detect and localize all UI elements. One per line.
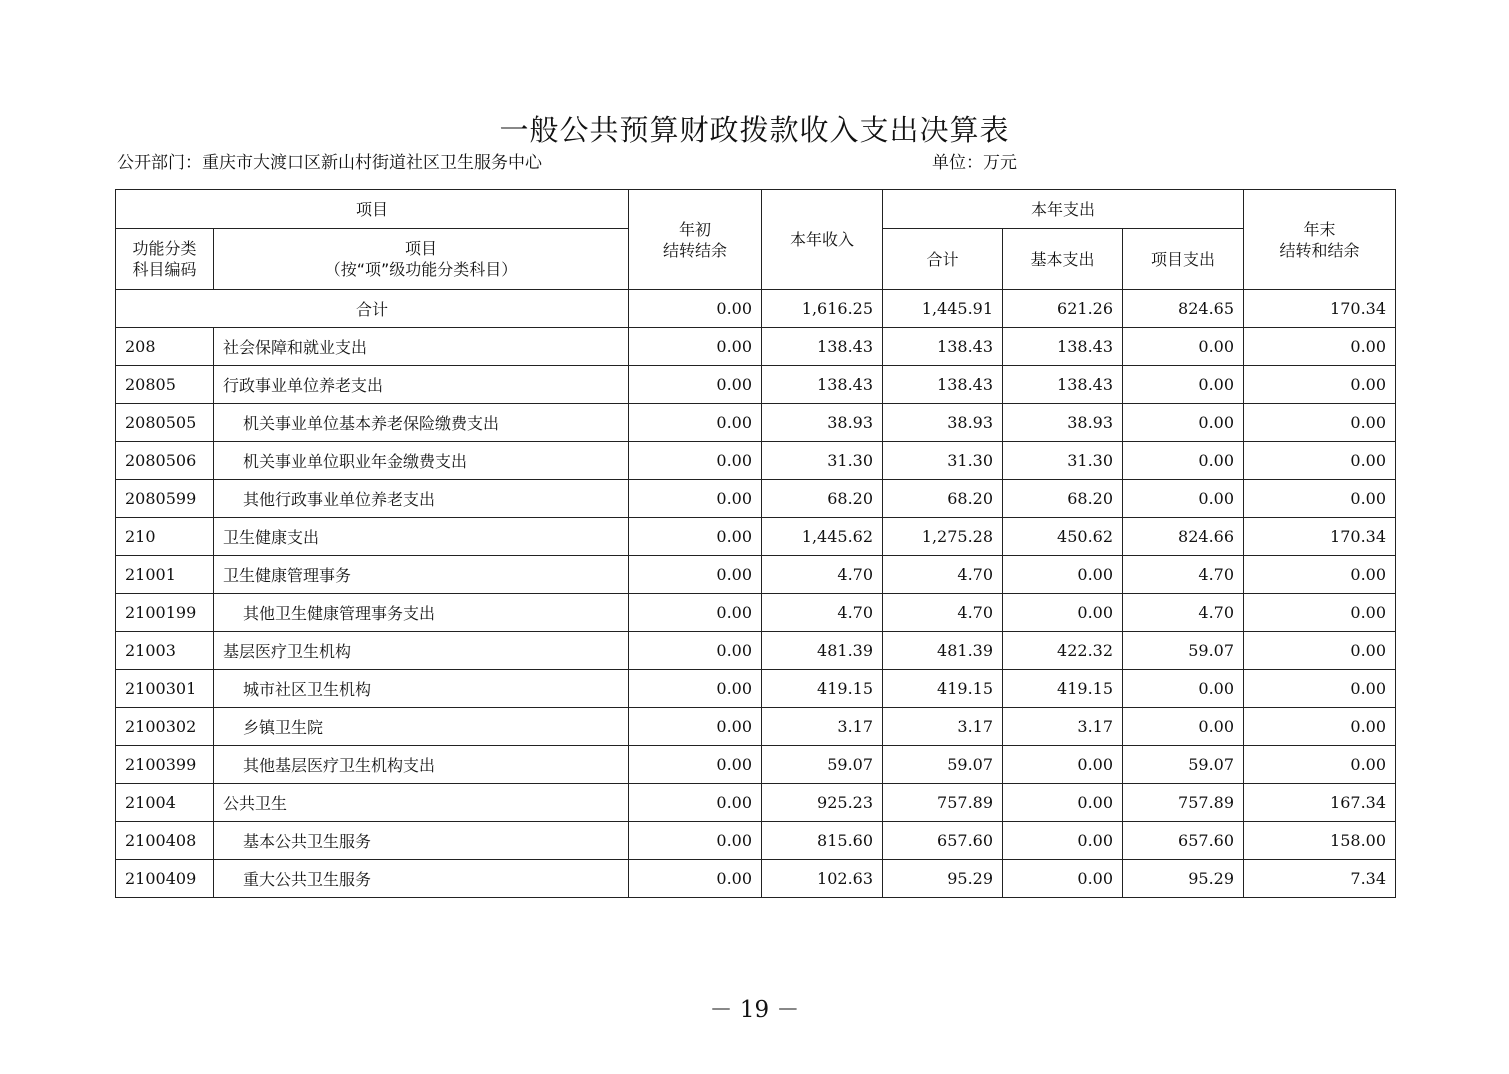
row-code: 20805 [116, 366, 214, 404]
total-beginning: 0.00 [629, 290, 762, 328]
row-beginning: 0.00 [629, 822, 762, 860]
table-row [116, 328, 1396, 366]
header-project: 项目 [116, 190, 629, 229]
table-row [116, 860, 1396, 898]
header-ending-balance: 年末 结转和结余 [1244, 190, 1396, 290]
row-ending: 0.00 [1244, 708, 1396, 746]
row-ending: 0.00 [1244, 594, 1396, 632]
row-exp-basic: 422.32 [1003, 632, 1123, 670]
row-income: 138.43 [762, 366, 883, 404]
row-name: 卫生健康支出 [214, 518, 629, 556]
row-exp-project: 95.29 [1123, 860, 1244, 898]
row-beginning: 0.00 [629, 670, 762, 708]
row-code: 21001 [116, 556, 214, 594]
row-exp-project: 0.00 [1123, 442, 1244, 480]
row-name: 机关事业单位基本养老保险缴费支出 [214, 404, 629, 442]
row-income: 4.70 [762, 556, 883, 594]
row-code: 208 [116, 328, 214, 366]
header-current-income: 本年收入 [762, 190, 883, 290]
row-income: 138.43 [762, 328, 883, 366]
row-exp-project: 0.00 [1123, 670, 1244, 708]
row-beginning: 0.00 [629, 480, 762, 518]
row-name: 其他行政事业单位养老支出 [214, 480, 629, 518]
row-beginning: 0.00 [629, 632, 762, 670]
table-row [116, 632, 1396, 670]
row-name: 基层医疗卫生机构 [214, 632, 629, 670]
header-row-1 [116, 190, 1396, 229]
row-income: 925.23 [762, 784, 883, 822]
row-ending: 170.34 [1244, 518, 1396, 556]
row-exp-project: 824.66 [1123, 518, 1244, 556]
row-exp-project: 0.00 [1123, 404, 1244, 442]
row-beginning: 0.00 [629, 556, 762, 594]
row-code: 21004 [116, 784, 214, 822]
row-name: 乡镇卫生院 [214, 708, 629, 746]
table-row [116, 784, 1396, 822]
table-row [116, 480, 1396, 518]
row-code: 21003 [116, 632, 214, 670]
table-row [116, 822, 1396, 860]
row-income: 419.15 [762, 670, 883, 708]
row-ending: 0.00 [1244, 556, 1396, 594]
budget-table [115, 189, 1396, 898]
row-exp-total: 3.17 [883, 708, 1003, 746]
total-exp-project: 824.65 [1123, 290, 1244, 328]
row-income: 481.39 [762, 632, 883, 670]
row-exp-basic: 38.93 [1003, 404, 1123, 442]
table-row [116, 708, 1396, 746]
row-exp-basic: 0.00 [1003, 860, 1123, 898]
row-ending: 0.00 [1244, 632, 1396, 670]
row-exp-basic: 0.00 [1003, 746, 1123, 784]
table-row [116, 594, 1396, 632]
department-label: 公开部门：重庆市大渡口区新山村街道社区卫生服务中心 [117, 153, 542, 173]
row-exp-total: 419.15 [883, 670, 1003, 708]
row-exp-total: 95.29 [883, 860, 1003, 898]
row-exp-total: 481.39 [883, 632, 1003, 670]
row-income: 59.07 [762, 746, 883, 784]
row-exp-total: 1,275.28 [883, 518, 1003, 556]
row-exp-total: 68.20 [883, 480, 1003, 518]
row-ending: 158.00 [1244, 822, 1396, 860]
row-code: 2100399 [116, 746, 214, 784]
row-exp-total: 657.60 [883, 822, 1003, 860]
row-exp-project: 657.60 [1123, 822, 1244, 860]
total-row [116, 290, 1396, 328]
row-ending: 167.34 [1244, 784, 1396, 822]
header-basic-expenditure: 基本支出 [1003, 229, 1123, 290]
row-name: 其他基层医疗卫生机构支出 [214, 746, 629, 784]
row-exp-total: 59.07 [883, 746, 1003, 784]
row-exp-total: 31.30 [883, 442, 1003, 480]
row-beginning: 0.00 [629, 404, 762, 442]
page-number: － 19 － [709, 997, 800, 1023]
row-ending: 0.00 [1244, 670, 1396, 708]
row-name: 基本公共卫生服务 [214, 822, 629, 860]
header-func-code: 功能分类 科目编码 [116, 229, 214, 290]
row-exp-basic: 138.43 [1003, 328, 1123, 366]
row-ending: 0.00 [1244, 480, 1396, 518]
row-exp-total: 38.93 [883, 404, 1003, 442]
unit-label: 单位：万元 [932, 153, 1017, 173]
row-code: 2080599 [116, 480, 214, 518]
row-name: 行政事业单位养老支出 [214, 366, 629, 404]
row-beginning: 0.00 [629, 708, 762, 746]
row-beginning: 0.00 [629, 328, 762, 366]
row-code: 2080506 [116, 442, 214, 480]
header-project-expenditure: 项目支出 [1123, 229, 1244, 290]
row-income: 3.17 [762, 708, 883, 746]
row-exp-basic: 68.20 [1003, 480, 1123, 518]
total-label: 合计 [116, 290, 629, 328]
row-exp-basic: 138.43 [1003, 366, 1123, 404]
row-exp-project: 757.89 [1123, 784, 1244, 822]
row-exp-project: 0.00 [1123, 708, 1244, 746]
row-ending: 0.00 [1244, 328, 1396, 366]
row-name: 机关事业单位职业年金缴费支出 [214, 442, 629, 480]
row-exp-basic: 419.15 [1003, 670, 1123, 708]
row-income: 38.93 [762, 404, 883, 442]
row-exp-total: 4.70 [883, 556, 1003, 594]
row-exp-basic: 0.00 [1003, 784, 1123, 822]
row-beginning: 0.00 [629, 784, 762, 822]
row-income: 815.60 [762, 822, 883, 860]
row-exp-project: 4.70 [1123, 594, 1244, 632]
row-beginning: 0.00 [629, 746, 762, 784]
row-exp-basic: 3.17 [1003, 708, 1123, 746]
row-name: 重大公共卫生服务 [214, 860, 629, 898]
row-income: 31.30 [762, 442, 883, 480]
row-exp-project: 0.00 [1123, 480, 1244, 518]
table-row [116, 442, 1396, 480]
table-row [116, 556, 1396, 594]
row-code: 2100409 [116, 860, 214, 898]
row-exp-project: 59.07 [1123, 746, 1244, 784]
header-project-item: 项目 （按“项”级功能分类科目） [214, 229, 629, 290]
row-exp-total: 4.70 [883, 594, 1003, 632]
row-exp-basic: 0.00 [1003, 822, 1123, 860]
row-ending: 0.00 [1244, 404, 1396, 442]
table-row [116, 366, 1396, 404]
document-title: 一般公共预算财政拨款收入支出决算表 [499, 113, 1010, 147]
row-exp-total: 138.43 [883, 366, 1003, 404]
row-ending: 0.00 [1244, 366, 1396, 404]
total-income: 1,616.25 [762, 290, 883, 328]
header-current-expenditure: 本年支出 [883, 190, 1244, 229]
row-income: 4.70 [762, 594, 883, 632]
row-exp-project: 4.70 [1123, 556, 1244, 594]
row-income: 1,445.62 [762, 518, 883, 556]
row-exp-basic: 0.00 [1003, 556, 1123, 594]
row-ending: 0.00 [1244, 746, 1396, 784]
row-beginning: 0.00 [629, 594, 762, 632]
row-code: 2080505 [116, 404, 214, 442]
row-exp-basic: 31.30 [1003, 442, 1123, 480]
row-ending: 7.34 [1244, 860, 1396, 898]
row-name: 其他卫生健康管理事务支出 [214, 594, 629, 632]
row-exp-project: 0.00 [1123, 328, 1244, 366]
row-exp-total: 138.43 [883, 328, 1003, 366]
row-code: 2100301 [116, 670, 214, 708]
table-row [116, 518, 1396, 556]
row-beginning: 0.00 [629, 442, 762, 480]
row-name: 城市社区卫生机构 [214, 670, 629, 708]
row-exp-total: 757.89 [883, 784, 1003, 822]
table-row [116, 670, 1396, 708]
row-ending: 0.00 [1244, 442, 1396, 480]
total-exp-total: 1,445.91 [883, 290, 1003, 328]
total-ending: 170.34 [1244, 290, 1396, 328]
row-beginning: 0.00 [629, 518, 762, 556]
row-exp-basic: 450.62 [1003, 518, 1123, 556]
header-beginning-balance: 年初 结转结余 [629, 190, 762, 290]
row-name: 卫生健康管理事务 [214, 556, 629, 594]
row-beginning: 0.00 [629, 860, 762, 898]
row-code: 2100408 [116, 822, 214, 860]
row-name: 社会保障和就业支出 [214, 328, 629, 366]
total-exp-basic: 621.26 [1003, 290, 1123, 328]
row-code: 2100199 [116, 594, 214, 632]
row-beginning: 0.00 [629, 366, 762, 404]
row-exp-project: 0.00 [1123, 366, 1244, 404]
row-income: 102.63 [762, 860, 883, 898]
row-exp-basic: 0.00 [1003, 594, 1123, 632]
table-row [116, 404, 1396, 442]
row-income: 68.20 [762, 480, 883, 518]
row-name: 公共卫生 [214, 784, 629, 822]
table-row [116, 746, 1396, 784]
header-subtotal: 合计 [883, 229, 1003, 290]
row-code: 210 [116, 518, 214, 556]
row-code: 2100302 [116, 708, 214, 746]
row-exp-project: 59.07 [1123, 632, 1244, 670]
